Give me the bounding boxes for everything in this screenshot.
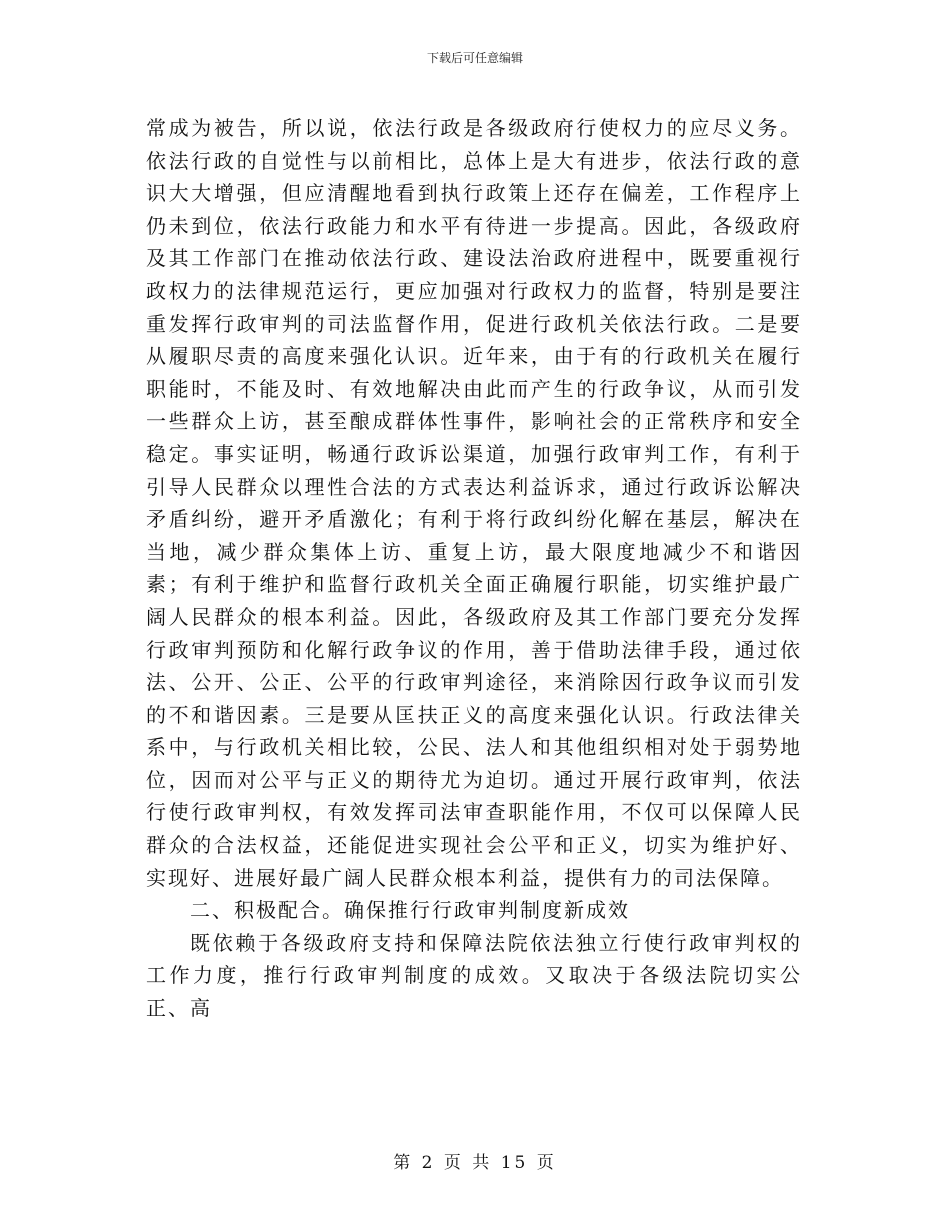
section-heading: 二、积极配合。确保推行行政审判制度新成效 (190, 898, 630, 923)
page-header-note: 下载后可任意编辑 (426, 51, 523, 65)
paragraph: 既依赖于各级政府支持和保障法院依法独立行使行政审判权的工作力度，推行行政审判制度的成效。又取决于各级法院切实公正、高 (146, 930, 802, 1021)
page-number-footer: 第 2 页 共 15 页 (393, 1153, 557, 1173)
document-body (146, 112, 802, 1025)
paragraph-continuation: 常成为被告，所以说，依法行政是各级政府行使权力的应尽义务。依法行政的自觉性与以前相比，总体上是大有进步，依法行政的意识大大增强，但应清醒地看到执行政策上还存在偏差，工作程序上仍未到位，依法行政能力和水平有待进一步提高。因此，各级政府及其工作部门在推动依法行政、建设法治政府进程中，既要重视行政权力的法律规范运行，更应加强对行政权力的监督，特别是要注重发挥行政审判的司法监督作用，促进行政机关依法行政。二是要从履职尽责的高度来强化认识。近年来，由于有的行政机关在履行职能时，不能及时、有效地解决由此而产生的行政争议，从而引发一些群众上访，甚至酿成群体性事件，影响社会的正常秩序和安全稳定。事实证明，畅通行政诉讼渠道，加强行政审判工作，有利于引导人民群众以理性合法的方式表达利益诉求，通过行政诉讼解决矛盾纠纷，避开矛盾激化；有利于将行政纠纷化解在基层，解决在当地，减少群众集体上访、重复上访，最大限度地减少不和谐因素；有利于维护和监督行政机关全面正确履行职能，切实维护最广阔人民群众的根本利益。因此，各级政府及其工作部门要充分发挥行政审判预防和化解行政争议的作用，善于借助法律手段，通过依法、公开、公正、公平的行政审判途径，来消除因行政争议而引发的不和谐因素。三是要从匡扶正义的高度来强化认识。行政法律关系中，与行政机关相比较，公民、法人和其他组织相对处于弱势地位，因而对公平与正义的期待尤为迫切。通过开展行政审判，依法行使行政审判权，有效发挥司法审查职能作用，不仅可以保障人民群众的合法权益，还能促进实现社会公平和正义，切实为维护好、实现好、进展好最广阔人民群众根本利益，提供有力的司法保障。 (146, 116, 802, 890)
